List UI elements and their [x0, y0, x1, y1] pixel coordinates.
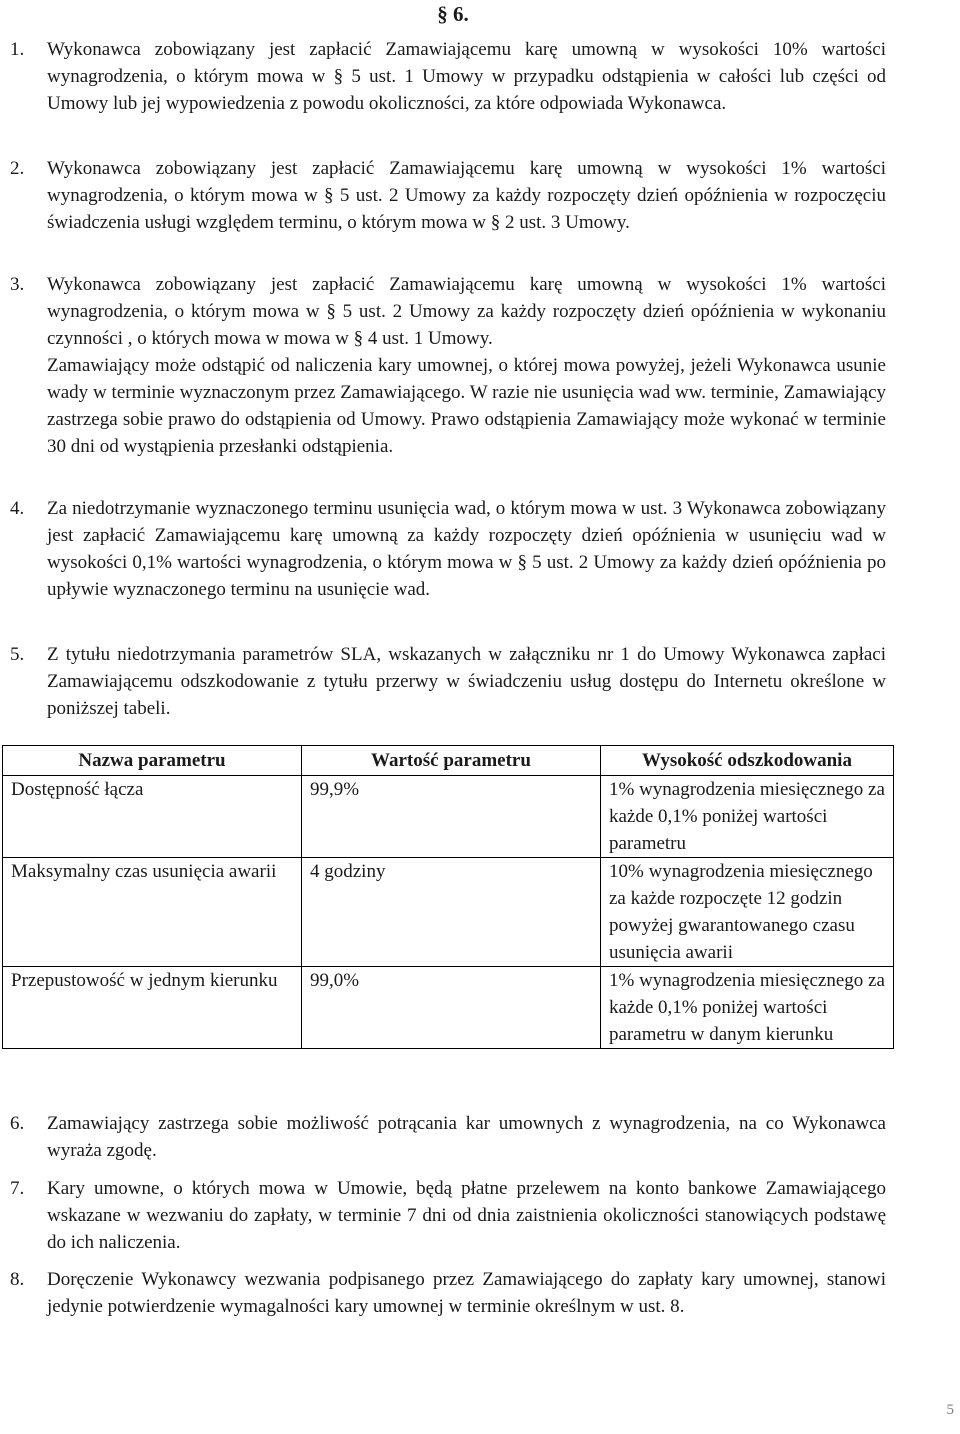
paragraph-number: 3.	[10, 274, 25, 295]
cell-compensation: 10% wynagrodzenia miesięcznego za każde rozpoczęte 12 godzin powyżej gwarantowanego czasu usunięcia awarii	[601, 858, 894, 967]
column-header-compensation: Wysokość odszkodowania	[601, 746, 894, 776]
page-number: 5	[946, 1402, 954, 1418]
section-heading: § 6.	[437, 2, 469, 26]
paragraph-number: 2.	[10, 158, 25, 179]
cell-parameter-value: 99,9%	[302, 776, 601, 858]
paragraph-4	[10, 495, 886, 603]
paragraph-text: Kary umowne, o których mowa w Umowie, będą płatne przelewem na konto bankowe Zamawiającego wskazane w wezwaniu do zapłaty, w terminie 7 dni od dnia zaistnienia okoliczności stanowiących podstawę do ich naliczenia.	[47, 1178, 886, 1253]
paragraph-2	[10, 155, 886, 236]
paragraph-text-continuation: Zamawiający może odstąpić od naliczenia kary umownej, o której mowa powyżej, jeżeli Wykonawca usunie wady w terminie wyznaczonym przez Zamawiającego. W razie nie usunięcia wad ww. terminie, Zamawiający zastrzega sobie prawo do odstąpienia od Umowy. Prawo odstąpienia Zamawiający może wykonać w terminie 30 dni od wystąpienia przesłanki odstąpienia.	[47, 355, 886, 457]
cell-compensation: 1% wynagrodzenia miesięcznego za każde 0,1% poniżej wartości parametru	[601, 776, 894, 858]
column-header-value: Wartość parametru	[302, 746, 601, 776]
paragraph-text: Wykonawca zobowiązany jest zapłacić Zamawiającemu karę umowną w wysokości 10% wartości wynagrodzenia, o którym mowa w § 5 ust. 1 Umowy w przypadku odstąpienia w całości lub części od Umowy lub jej wypowiedzenia z powodu okoliczności, za które odpowiada Wykonawca.	[47, 39, 886, 114]
paragraph-number: 6.	[10, 1113, 25, 1134]
paragraph-text: Zamawiający zastrzega sobie możliwość potrącania kar umownych z wynagrodzenia, na co Wykonawca wyraża zgodę.	[47, 1113, 886, 1161]
cell-parameter-name: Przepustowość w jednym kierunku	[3, 967, 302, 1049]
paragraph-7	[10, 1175, 886, 1256]
cell-parameter-value: 4 godziny	[302, 858, 601, 967]
paragraph-1	[10, 36, 886, 117]
table-header-row	[3, 746, 894, 776]
cell-parameter-name: Dostępność łącza	[3, 776, 302, 858]
cell-compensation: 1% wynagrodzenia miesięcznego za każde 0,1% poniżej wartości parametru w danym kierunku	[601, 967, 894, 1049]
table-row	[3, 776, 894, 858]
paragraph-number: 4.	[10, 498, 25, 519]
cell-parameter-value: 99,0%	[302, 967, 601, 1049]
paragraph-6	[10, 1110, 886, 1164]
table-row	[3, 858, 894, 967]
paragraph-text-block	[47, 271, 886, 460]
paragraph-number: 8.	[10, 1269, 25, 1290]
paragraph-number: 7.	[10, 1178, 25, 1199]
column-header-name: Nazwa parametru	[3, 746, 302, 776]
cell-parameter-name: Maksymalny czas usunięcia awarii	[3, 858, 302, 967]
paragraph-number: 5.	[10, 644, 25, 665]
paragraph-text: Wykonawca zobowiązany jest zapłacić Zamawiającemu karę umowną w wysokości 1% wartości wynagrodzenia, o którym mowa w § 5 ust. 2 Umowy za każdy rozpoczęty dzień opóźnienia w wykonaniu czynności , o których mowa w mowa w § 4 ust. 1 Umowy.	[47, 274, 886, 349]
paragraph-3	[10, 271, 886, 460]
sla-compensation-table	[2, 745, 894, 1049]
paragraph-8	[10, 1266, 886, 1320]
paragraph-text: Z tytułu niedotrzymania parametrów SLA, wskazanych w załączniku nr 1 do Umowy Wykonawca zapłaci Zamawiającemu odszkodowanie z tytułu przerwy w świadczeniu usług dostępu do Internetu określone w poniższej tabeli.	[47, 644, 886, 719]
table-row	[3, 967, 894, 1049]
paragraph-text: Doręczenie Wykonawcy wezwania podpisanego przez Zamawiającego do zapłaty kary umownej, stanowi jedynie potwierdzenie wymagalności kary umownej w terminie określnym w ust. 8.	[47, 1269, 886, 1317]
paragraph-text: Za niedotrzymanie wyznaczonego terminu usunięcia wad, o którym mowa w ust. 3 Wykonawca zobowiązany jest zapłacić Zamawiającemu karę umowną za każdy rozpoczęty dzień opóźnienia w usunięciu wad w wysokości 0,1% wartości wynagrodzenia, o którym mowa w § 5 ust. 2 Umowy za każdy dzień opóźnienia po upływie wyznaczonego terminu na usunięcie wad.	[47, 498, 886, 600]
paragraph-5	[10, 641, 886, 722]
paragraph-text: Wykonawca zobowiązany jest zapłacić Zamawiającemu karę umowną w wysokości 1% wartości wynagrodzenia, o którym mowa w § 5 ust. 2 Umowy za każdy rozpoczęty dzień opóźnienia w rozpoczęciu świadczenia usługi względem terminu, o którym mowa w § 2 ust. 3 Umowy.	[47, 158, 886, 233]
paragraph-number: 1.	[10, 39, 25, 60]
